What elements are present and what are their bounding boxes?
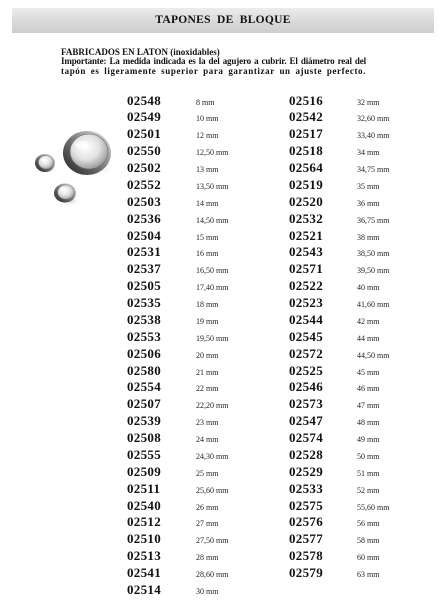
table-row (289, 548, 389, 565)
product-code: 02533 (289, 480, 323, 496)
product-code: 02512 (127, 514, 161, 530)
table-row (289, 295, 389, 312)
table-row (127, 244, 228, 261)
table-row (289, 379, 389, 396)
product-code: 02564 (289, 160, 323, 175)
table-row (127, 93, 228, 110)
product-code: 02517 (289, 126, 323, 142)
hole-size: 58 mm (357, 536, 380, 546)
hole-size: 32,60 mm (357, 114, 390, 124)
table-row (289, 126, 389, 143)
hole-size: 14,50 mm (196, 215, 229, 225)
table-row (127, 295, 228, 312)
table-row (289, 244, 389, 261)
product-code: 02523 (289, 295, 323, 310)
product-code: 02504 (127, 227, 161, 243)
table-row (127, 346, 228, 363)
product-code: 02535 (127, 295, 161, 310)
table-row (289, 498, 389, 515)
table-row (127, 143, 228, 160)
product-code: 02544 (289, 311, 323, 327)
hole-size: 44 mm (357, 333, 380, 343)
hole-size: 22 mm (196, 384, 219, 394)
product-code: 02536 (127, 210, 161, 226)
product-code: 02521 (289, 227, 323, 243)
table-row (127, 109, 228, 126)
brass-plugs-photo (18, 122, 118, 222)
important-note-line-2: tapón es ligeramente superior para garantizar un ajuste perfecto. (61, 65, 366, 76)
table-row (127, 514, 228, 531)
table-row (289, 143, 389, 160)
product-code: 02553 (127, 328, 161, 344)
table-row (127, 498, 228, 515)
hole-size: 14 mm (196, 198, 219, 208)
product-code: 02516 (289, 92, 323, 108)
product-code: 02580 (127, 362, 161, 378)
table-row (289, 514, 389, 531)
product-code: 02579 (289, 565, 323, 580)
product-code: 02576 (289, 514, 323, 530)
table-row (289, 447, 389, 464)
hole-size: 16,50 mm (196, 266, 229, 276)
table-row (289, 565, 389, 582)
product-code: 02539 (127, 413, 161, 429)
hole-size: 40 mm (357, 283, 380, 293)
product-code: 02511 (127, 480, 161, 496)
small-plug-bottom (54, 184, 82, 207)
hole-size: 46 mm (357, 384, 380, 394)
hole-size: 41,60 mm (357, 300, 390, 309)
hole-size: 30 mm (196, 586, 219, 596)
table-row (127, 481, 228, 498)
table-row (289, 278, 389, 295)
product-code: 02540 (127, 497, 161, 513)
catalog-column-left (127, 93, 228, 599)
hole-size: 16 mm (196, 249, 219, 259)
table-row (127, 531, 228, 548)
product-code: 02574 (289, 430, 323, 445)
hole-size: 15 mm (196, 232, 219, 242)
table-row (289, 93, 389, 110)
table-row (127, 430, 228, 447)
table-row (289, 261, 389, 278)
hole-size: 22,20 mm (196, 401, 229, 411)
hole-size: 12 mm (196, 131, 219, 141)
table-row (289, 363, 389, 380)
product-code: 02545 (289, 328, 323, 344)
hole-size: 17,40 mm (196, 283, 229, 293)
hole-size: 38,50 mm (357, 249, 390, 259)
hole-size: 60 mm (357, 553, 380, 563)
intro-block (61, 48, 366, 77)
product-code: 02542 (289, 109, 323, 125)
product-code: 02577 (289, 531, 323, 547)
table-row (127, 194, 228, 211)
product-code: 02518 (289, 143, 323, 159)
hole-size: 23 mm (196, 418, 219, 428)
table-row (127, 160, 228, 177)
table-row (127, 261, 228, 278)
hole-size: 55,60 mm (357, 502, 390, 512)
hole-size: 13 mm (196, 165, 219, 174)
table-row (289, 413, 389, 430)
table-row (127, 413, 228, 430)
product-code: 02529 (289, 463, 323, 479)
hole-size: 28,60 mm (196, 570, 229, 579)
hole-size: 51 mm (357, 468, 380, 478)
table-row (127, 396, 228, 413)
product-code: 02555 (127, 446, 161, 462)
table-row (127, 312, 228, 329)
table-row (289, 531, 389, 548)
hole-size: 19,50 mm (196, 333, 229, 343)
hole-size: 38 mm (357, 232, 380, 242)
product-code: 02572 (289, 345, 323, 361)
page-title: TAPONES DE BLOQUE (155, 14, 291, 26)
important-note-line-1: Importante: La medida indicada es la del agujero a cubrir. El diámetro real del (61, 56, 366, 66)
hole-size: 50 mm (357, 451, 380, 461)
product-code: 02503 (127, 193, 161, 209)
product-code: 02505 (127, 278, 161, 294)
hole-size: 32 mm (357, 97, 380, 107)
table-row (289, 329, 389, 346)
product-code: 02549 (127, 109, 161, 125)
table-row (289, 430, 389, 447)
product-code: 02513 (127, 548, 161, 564)
hole-size: 12,50 mm (196, 148, 229, 158)
hole-size: 27,50 mm (196, 536, 229, 546)
product-code: 02514 (127, 581, 161, 597)
product-code: 02552 (127, 176, 161, 192)
product-code: 02519 (289, 176, 323, 192)
small-plug-left (35, 154, 59, 174)
table-row (127, 211, 228, 228)
hole-size: 44,50 mm (357, 350, 390, 360)
table-row (127, 582, 228, 599)
product-code: 02550 (127, 143, 161, 159)
hole-size: 27 mm (196, 519, 219, 529)
hole-size: 42 mm (357, 316, 380, 326)
product-code: 02507 (127, 396, 161, 412)
hole-size: 35 mm (357, 181, 380, 191)
product-code: 02525 (289, 362, 323, 378)
hole-size: 24,30 mm (196, 451, 229, 461)
product-code: 02547 (289, 413, 323, 429)
hole-size: 49 mm (357, 435, 380, 444)
material-heading: FABRICADOS EN LATON (inoxidables) (61, 46, 220, 57)
table-row (289, 346, 389, 363)
hole-size: 8 mm (196, 97, 215, 107)
hole-size: 39,50 mm (357, 266, 390, 276)
product-code: 02543 (289, 244, 323, 260)
product-code: 02537 (127, 261, 161, 277)
table-row (127, 177, 228, 194)
table-row (127, 464, 228, 481)
header-band (12, 8, 434, 33)
table-row (289, 481, 389, 498)
hole-size: 10 mm (196, 114, 219, 124)
table-row (289, 109, 389, 126)
table-row (127, 447, 228, 464)
table-row (127, 329, 228, 346)
table-row (289, 312, 389, 329)
table-row (127, 126, 228, 143)
product-code: 02554 (127, 379, 161, 395)
table-row (127, 278, 228, 295)
table-row (127, 379, 228, 396)
table-row (289, 177, 389, 194)
catalog-column-right (289, 93, 389, 582)
table-row (289, 228, 389, 245)
hole-size: 24 mm (196, 435, 219, 444)
product-code: 02575 (289, 497, 323, 513)
hole-size: 26 mm (196, 502, 219, 512)
hole-size: 25,60 mm (196, 485, 229, 495)
table-row (289, 194, 389, 211)
table-row (289, 211, 389, 228)
product-code: 02571 (289, 261, 323, 277)
hole-size: 20 mm (196, 350, 219, 360)
table-row (289, 464, 389, 481)
hole-size: 52 mm (357, 485, 380, 495)
hole-size: 18 mm (196, 300, 219, 309)
product-code: 02546 (289, 379, 323, 395)
product-code: 02520 (289, 193, 323, 209)
product-code: 02538 (127, 311, 161, 327)
table-row (289, 160, 389, 177)
product-code: 02532 (289, 210, 323, 226)
hole-size: 63 mm (357, 570, 380, 579)
table-row (127, 363, 228, 380)
product-code: 02548 (127, 92, 161, 108)
product-code: 02578 (289, 548, 323, 564)
hole-size: 48 mm (357, 418, 380, 428)
hole-size: 34,75 mm (357, 165, 390, 174)
product-code: 02541 (127, 565, 161, 580)
product-code: 02501 (127, 126, 161, 142)
hole-size: 19 mm (196, 316, 219, 326)
product-code: 02510 (127, 531, 161, 547)
product-code: 02502 (127, 160, 161, 175)
hole-size: 28 mm (196, 553, 219, 563)
product-code: 02508 (127, 430, 161, 445)
product-code: 02522 (289, 278, 323, 294)
table-row (127, 565, 228, 582)
hole-size: 36 mm (357, 198, 380, 208)
product-code: 02573 (289, 396, 323, 412)
table-row (127, 228, 228, 245)
hole-size: 21 mm (196, 367, 219, 377)
hole-size: 36,75 mm (357, 215, 390, 225)
hole-size: 47 mm (357, 401, 380, 411)
product-code: 02531 (127, 244, 161, 260)
product-code: 02506 (127, 345, 161, 361)
product-code: 02509 (127, 463, 161, 479)
hole-size: 56 mm (357, 519, 380, 529)
product-code: 02528 (289, 446, 323, 462)
large-plug (62, 131, 118, 178)
hole-size: 25 mm (196, 468, 219, 478)
hole-size: 13,50 mm (196, 181, 229, 191)
hole-size: 34 mm (357, 148, 380, 158)
table-row (127, 548, 228, 565)
hole-size: 33,40 mm (357, 131, 390, 141)
hole-size: 45 mm (357, 367, 380, 377)
table-row (289, 396, 389, 413)
